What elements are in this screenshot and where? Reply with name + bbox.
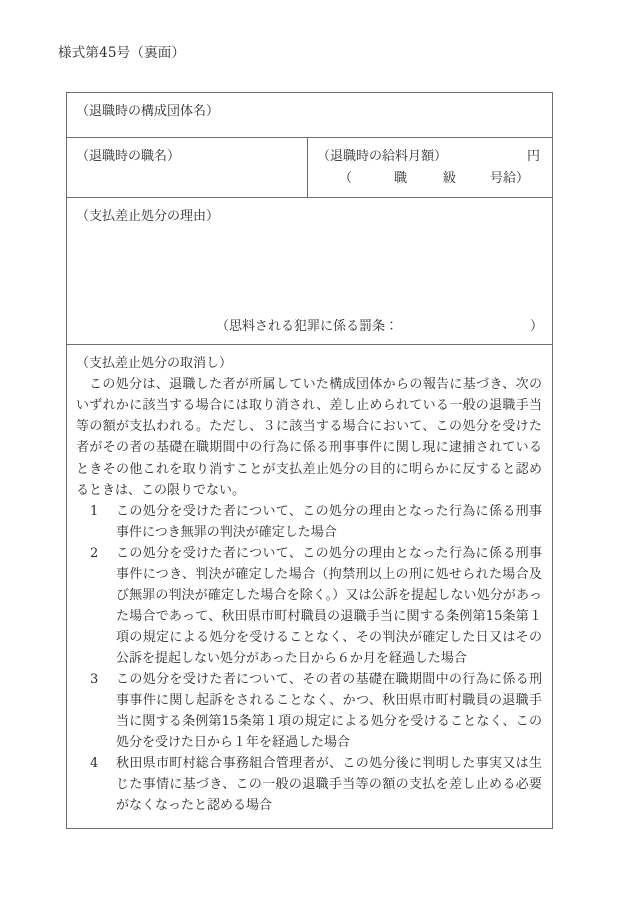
clause-item bbox=[76, 501, 542, 543]
post-name-cell[interactable] bbox=[67, 138, 308, 197]
cancellation-cell bbox=[67, 345, 552, 828]
clause-number: 3 bbox=[90, 671, 99, 687]
salary-cell[interactable] bbox=[308, 138, 552, 197]
cancellation-heading: （支払差止処分の取消し） bbox=[76, 356, 233, 372]
grade-number-label: 号給） bbox=[490, 171, 530, 187]
cancellation-clause-list bbox=[76, 501, 542, 817]
penal-provision-line bbox=[76, 317, 543, 337]
clause-text: この処分を受けた者について、この処分の理由となった行為に係る刑事事件につき、判決が確定した場合（拘禁刑以上の刑に処せられた場合及び無罪の判決が確定した場合を除く。）又は公訴を提起しない処分があった場合であって、秋田県市町村職員の退職手当に関する条例第15条第１項の規定による処分を受けることなく、その判決が確定した日又はその公訴を提起しない処分があった日から６か月を経過した場合 bbox=[116, 545, 542, 666]
clause-text: 秋田県市町村総合事務組合管理者が、この処分後に判明した事実又は生じた事情に基づき、この一般の退職手当等の額の支払を差し止める必要がなくなったと認める場合 bbox=[116, 756, 542, 814]
clause-number: 1 bbox=[90, 503, 99, 519]
salary-grade-line bbox=[317, 169, 540, 189]
grade-class-label: 級 bbox=[443, 171, 457, 187]
reason-label: （支払差止処分の理由） bbox=[76, 209, 220, 225]
salary-amount-line bbox=[317, 147, 540, 167]
salary-label: （退職時の給料月額） bbox=[317, 149, 448, 164]
grade-job-label: 職 bbox=[394, 171, 408, 187]
clause-item bbox=[76, 753, 542, 816]
salary-unit-label: 円 bbox=[526, 149, 540, 164]
grade-open-paren: （ bbox=[339, 171, 353, 187]
clause-item bbox=[76, 543, 542, 669]
organization-name-cell[interactable] bbox=[67, 93, 552, 137]
clause-number: 4 bbox=[90, 756, 99, 772]
penal-provision-label: （思料される犯罪に係る罰条： bbox=[216, 319, 399, 335]
table-row-organization bbox=[67, 93, 552, 137]
cancellation-paragraph: この処分は、退職した者が所属していた構成団体からの報告に基づき、次のいずれかに該当する場合には取り消され、差し止められている一般の退職手当等の額が支払われる。ただし、３に該当する場合において、この処分を受けた者がその者の基礎在職期間中の行為に係る刑事事件に関し現に逮捕されているときその他これを取り消すことが支払差止処分の目的に明らかに反すると認めるときは、この限りでない。 bbox=[76, 377, 542, 498]
clause-text: この処分を受けた者について、その者の基礎在職期間中の行為に係る刑事事件に関し起訴をされることなく、かつ、秋田県市町村職員の退職手当に関する条例第15条第１項の規定による処分を受けることなく、この処分を受けた日から１年を経過した場合 bbox=[116, 671, 542, 751]
clause-number: 2 bbox=[90, 545, 99, 561]
reason-cell[interactable] bbox=[67, 198, 552, 344]
table-row-reason bbox=[67, 197, 552, 344]
retirement-allowance-form-table bbox=[66, 92, 553, 829]
clause-item bbox=[76, 669, 542, 753]
form-number-heading: 様式第45号（裏面） bbox=[58, 45, 186, 61]
organization-name-label: （退職時の構成団体名） bbox=[76, 104, 220, 119]
post-name-label: （退職時の職名） bbox=[76, 149, 181, 164]
penal-provision-close-paren: ） bbox=[529, 319, 543, 335]
table-row-cancellation bbox=[67, 344, 552, 828]
table-row-post-and-salary bbox=[67, 137, 552, 197]
clause-text: この処分を受けた者について、この処分の理由となった行為に係る刑事事件につき無罪の判決が確定した場合 bbox=[116, 503, 542, 540]
